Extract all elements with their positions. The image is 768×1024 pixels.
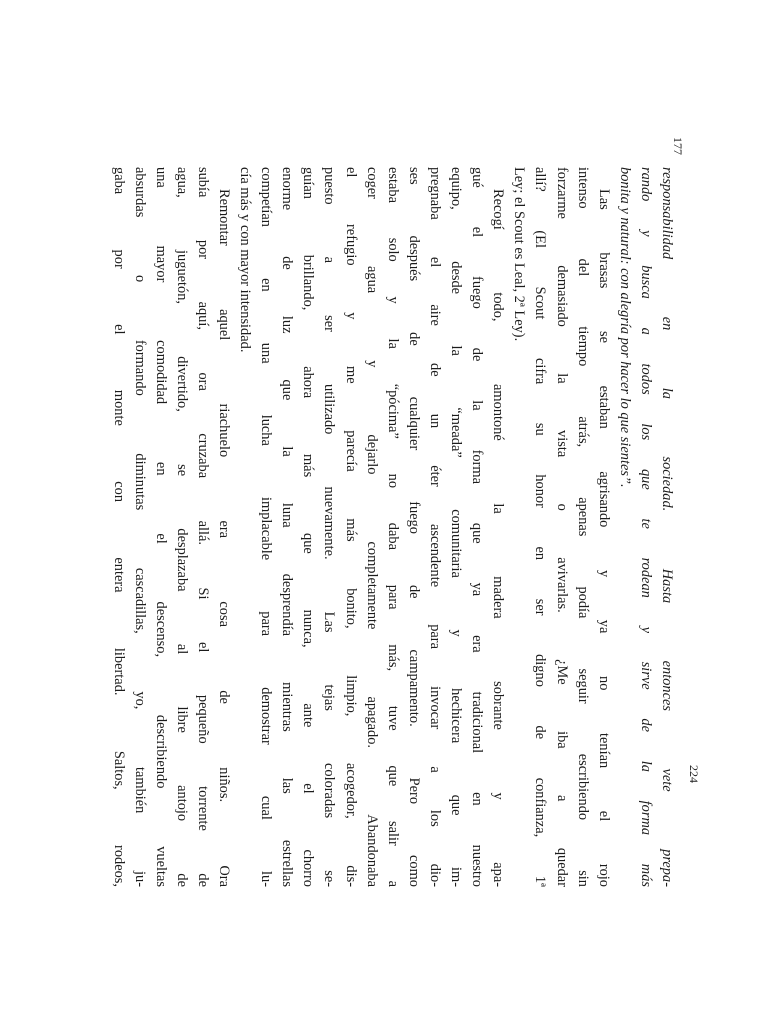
- page-number: 177: [671, 137, 685, 155]
- text-line: absurdas o formando diminutas cascadillas, yo, también ju-: [131, 167, 148, 887]
- text-line: agua, juguetón, divertido, se desplazaba al libre antojo de: [173, 167, 190, 887]
- text-line: rando y busca a todos los que te rodean y sirve de la forma más: [637, 167, 654, 887]
- text-line: responsabilidad en la sociedad. Hasta entonces vete prepa-: [659, 167, 675, 887]
- text-line: bonita y natural: con alegría por hacer lo que sientes”.: [616, 167, 633, 488]
- text-line: allí? (El Scout cifra su honor en ser digno de confianza, 1ª: [532, 167, 549, 887]
- body-text: [97, 167, 677, 887]
- secondary-page-number: 224: [687, 765, 701, 783]
- text-line: Remontar aquel riachuelo era cosa de niños. Ora: [216, 189, 233, 887]
- text-line: Ley; el Scout es Leal, 2ª Ley).: [511, 167, 528, 342]
- text-line: intenso del tiempo atrás, apenas podía seguir escribiendo sin: [574, 167, 591, 887]
- rotated-page: [95, 137, 685, 887]
- text-line: ses después de cualquier fuego de campamento. Pero como: [405, 167, 422, 887]
- text-line: coger agua y dejarlo completamente apagado. Abandonaba: [363, 167, 380, 887]
- text-line: enorme de luz que la luna desprendía mientras las estrellas: [279, 167, 296, 887]
- text-line: equipo, desde la “meada” comunitaria y hechicera que im-: [448, 167, 465, 887]
- text-line: Las brasas se estaban agrisando y ya no tenían el rojo: [595, 189, 612, 887]
- text-line: pregnaba el aire de un éter ascendente para invocar a los dio-: [426, 167, 443, 887]
- text-line: forzarme demasiado la vista o avivarlas. ¿Me iba a quedar: [553, 167, 570, 887]
- text-line: cía más y con mayor intensidad.: [237, 167, 254, 353]
- text-line: competían en una lucha implacable para demostrar cual lu-: [258, 167, 275, 887]
- text-line: gaba por el monte con entera libertad. Saltos, rodeos,: [110, 167, 127, 887]
- text-line: estaba solo y la “pócima” no daba para más, tuve que salir a: [384, 167, 401, 887]
- text-line: una mayor comodidad en el descenso, describiendo vueltas: [152, 167, 169, 887]
- text-line: subía por aquí, ora cruzaba allá. Si el pequeño torrente de: [194, 167, 211, 887]
- text-line: el refugio y me parecía más bonito, limpio, acogedor, dis-: [342, 167, 359, 887]
- text-line: guían brillando, ahora más que nunca, ante el chorro: [300, 167, 317, 887]
- text-line: puesto a ser utilizado nuevamente. Las tejas coloradas se-: [321, 167, 338, 887]
- text-line: Recogí todo, amontoné la madera sobrante y apa-: [490, 189, 507, 887]
- text-line: gué el fuego de la forma que ya era tradicional en nuestro: [469, 167, 486, 887]
